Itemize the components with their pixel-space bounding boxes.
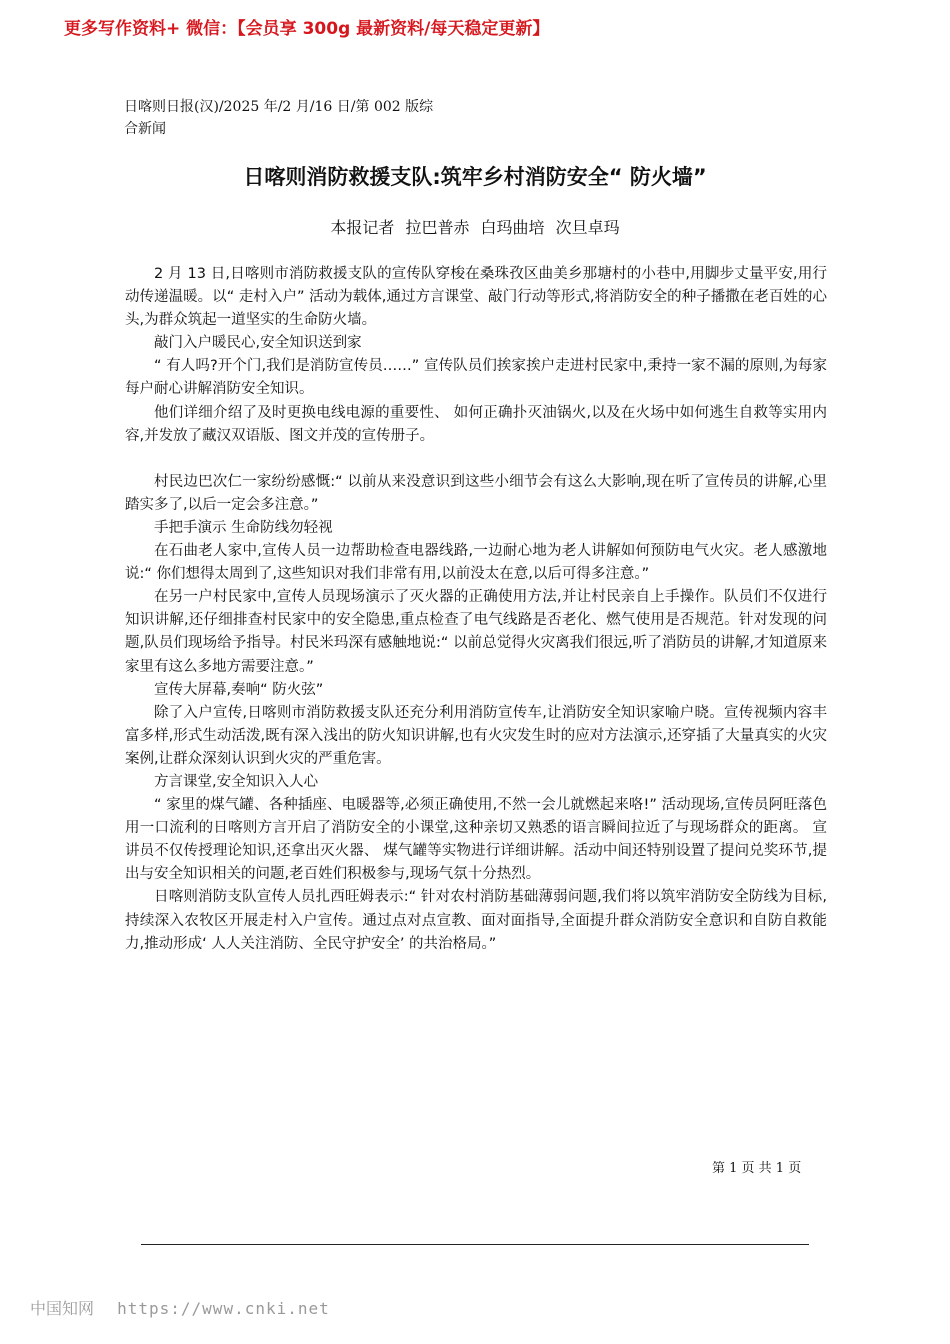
paragraph: 在石曲老人家中,宣传人员一边帮助检查电器线路,一边耐心地为老人讲解如何预防电气火灾。老人感激地说:“ 你们想得太周到了,这些知识对我们非常有用,以前没太在意,以后可得多注意。” xyxy=(125,543,827,583)
footer-url[interactable]: https://www.cnki.net xyxy=(117,1299,330,1318)
section-heading: 宣传大屏幕,奏响“ 防火弦” xyxy=(154,681,324,698)
paragraph: 日喀则消防支队宣传人员扎西旺姆表示:“ 针对农村消防基础薄弱问题,我们将以筑牢消防安全防线为目标,持续深入农牧区开展走村入户宣传。通过点对点宣教、面对面指导,全面提升群众消防安全意识和自防自救能力,推动形成‘ 人人关注消防、全民守护安全’ 的共治格局。” xyxy=(125,889,827,952)
paragraph: 除了入户宣传,日喀则市消防救援支队还充分利用消防宣传车,让消防安全知识家喻户晓。宣传视频内容丰富多样,形式生动活泼,既有深入浅出的防火知识讲解,也有火灾发生时的应对方法演示,还穿插了大量真实的火灾案例,让群众深刻认识到火灾的严重危害。 xyxy=(125,704,827,767)
paragraph: 村民边巴次仁一家纷纷感慨:“ 以前从来没意识到这些小细节会有这么大影响,现在听了宣传员的讲解,心里踏实多了,以后一定会多注意。” xyxy=(125,473,827,513)
paragraph: “ 家里的煤气罐、各种插座、电暖器等,必须正确使用,不然一会儿就燃起来咯!” 活动现场,宣传员阿旺落色用一口流利的日喀则方言开启了消防安全的小课堂,这种亲切又熟悉的语言瞬间拉近了与现场群众的距离。 宣讲员不仅传授理论知识,还拿出灭火器、 煤气罐等实物进行详细讲解。活动中间还特别设置了提问兑奖环节,提出与安全知识相关的问题,老百姓们积极参与,现场气氛十分热烈。 xyxy=(125,797,827,883)
page-number: 第 1 页 共 1 页 xyxy=(712,1161,802,1176)
paragraph: “ 有人吗?开个门,我们是消防宣传员……” 宣传队员们挨家挨户走进村民家中,秉持一家不漏的原则,为每家每户耐心讲解消防安全知识。 xyxy=(125,358,827,398)
section-heading: 方言课堂,安全知识入人心 xyxy=(154,773,319,790)
paragraph: 2 月 13 日,日喀则市消防救援支队的宣传队穿梭在桑珠孜区曲美乡那塘村的小巷中,用脚步丈量平安,用行动传递温暖。以“ 走村入户” 活动为载体,通过方言课堂、敲门行动等形式,将消防安全的种子播撒在老百姓的心头,为群众筑起一道坚实的生命防火墙。 xyxy=(125,266,827,329)
article-title: 日喀则消防救援支队:筑牢乡村消防安全“ 防火墙” xyxy=(243,165,707,189)
article-body xyxy=(125,263,827,956)
byline: 本报记者 拉巴普赤 白玛曲培 次旦卓玛 xyxy=(330,218,620,237)
promo-banner: 更多写作资料+ 微信：【会员享 300g 最新资料/每天稳定更新】 xyxy=(64,19,550,39)
footer xyxy=(30,1296,330,1319)
footer-divider xyxy=(141,1244,809,1245)
section-heading: 手把手演示 生命防线勿轻视 xyxy=(154,519,333,536)
section-heading: 敲门入户暖民心,安全知识送到家 xyxy=(154,335,362,352)
paragraph: 在另一户村民家中,宣传人员现场演示了灭火器的正确使用方法,并让村民亲自上手操作。队员们不仅进行知识讲解,还仔细排查村民家中的安全隐患,重点检查了电气线路是否老化、燃气使用是否规范。针对发现的问题,队员们现场给予指导。村民米玛深有感触地说:“ 以前总觉得火灾离我们很远,听了消防员的讲解,才知道原来家里有这么多地方需要注意。” xyxy=(125,589,827,675)
source-line: 日喀则日报(汉)/2025 年/2 月/16 日/第 002 版综合新闻 xyxy=(124,99,434,137)
paragraph: 他们详细介绍了及时更换电线电源的重要性、 如何正确扑灭油锅火,以及在火场中如何逃生自救等实用内容,并发放了藏汉双语版、图文并茂的宣传册子。 xyxy=(125,404,827,444)
footer-brand: 中国知网 xyxy=(30,1299,95,1318)
